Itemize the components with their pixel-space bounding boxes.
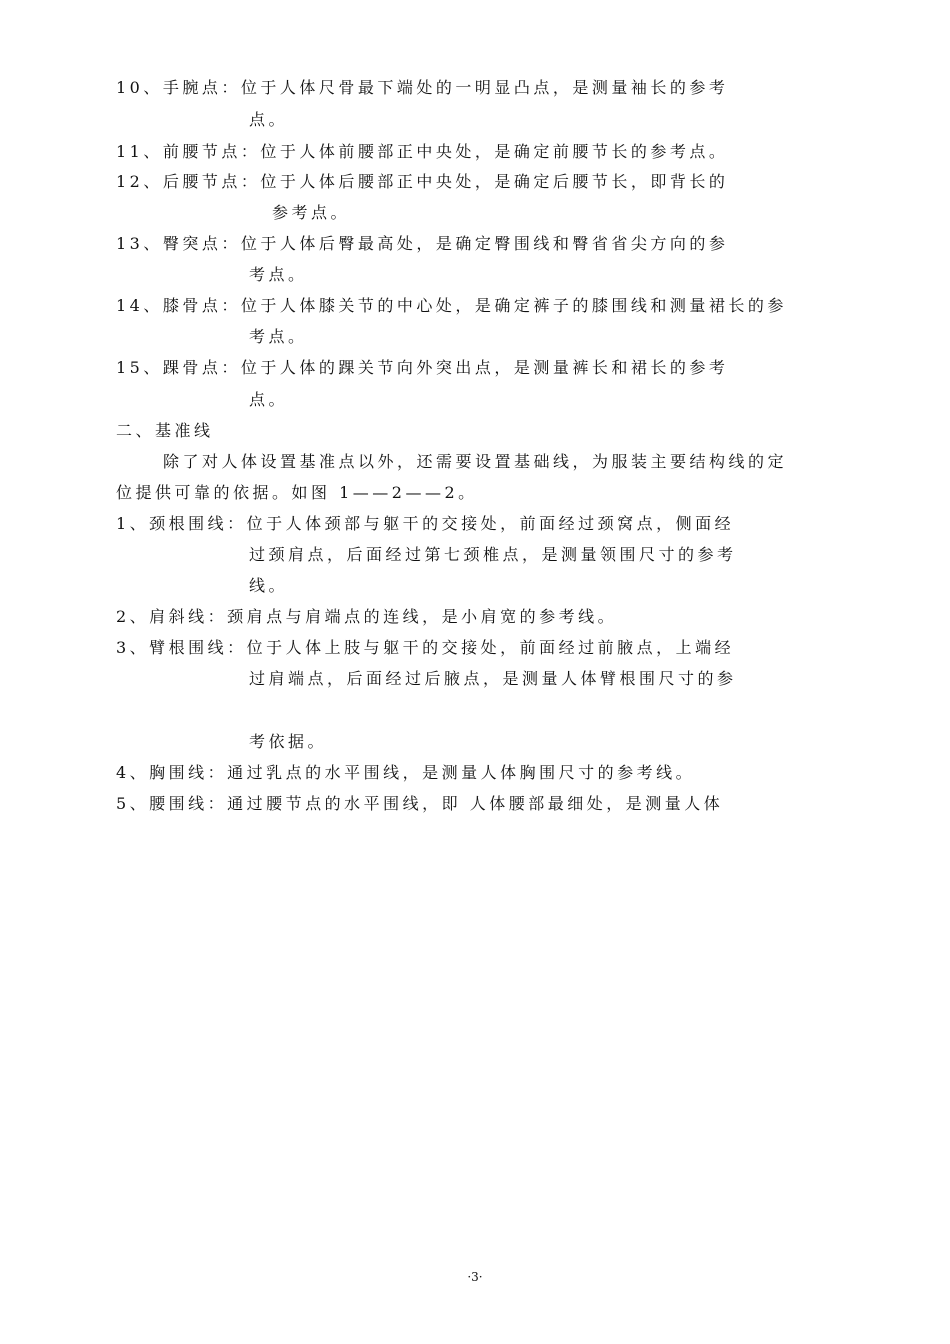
text-line: 1、颈根围线：位于人体颈部与躯干的交接处，前面经过颈窝点，侧面经	[116, 514, 735, 533]
section-heading: 二、基准线	[116, 421, 214, 440]
text-line: 考依据。	[249, 732, 328, 751]
text-line: 15、踝骨点：位于人体的踝关节向外突出点，是测量裤长和裙长的参考	[116, 358, 729, 377]
text-line: 13、臀突点：位于人体后臀最高处，是确定臀围线和臀省省尖方向的参	[116, 234, 729, 253]
text-line: 过颈肩点，后面经过第七颈椎点，是测量领围尺寸的参考	[249, 545, 737, 564]
paragraph-line: 除了对人体设置基准点以外，还需要设置基础线，为服装主要结构线的定	[163, 452, 788, 471]
text-line: 4、胸围线：通过乳点的水平围线，是测量人体胸围尺寸的参考线。	[116, 763, 696, 782]
text-line: 10、手腕点：位于人体尺骨最下端处的一明显凸点，是测量袖长的参考	[116, 78, 729, 97]
text-line: 2、肩斜线：颈肩点与肩端点的连线，是小肩宽的参考线。	[116, 607, 618, 626]
paragraph-line: 位提供可靠的依据。如图 1——2——2。	[116, 483, 478, 502]
page-number: ·3·	[467, 1270, 483, 1284]
text-line: 14、膝骨点：位于人体膝关节的中心处，是确定裤子的膝围线和测量裙长的参	[116, 296, 787, 315]
text-line: 考点。	[249, 327, 308, 346]
text-line: 点。	[249, 110, 289, 129]
text-line: 参考点。	[272, 203, 351, 222]
text-line: 考点。	[249, 265, 308, 284]
text-line: 12、后腰节点：位于人体后腰部正中央处，是确定后腰节长，即背长的	[116, 172, 729, 191]
text-line: 线。	[249, 576, 289, 595]
text-line: 5、腰围线：通过腰节点的水平围线，即 人体腰部最细处，是测量人体	[116, 794, 724, 813]
text-line: 过肩端点，后面经过后腋点，是测量人体臂根围尺寸的参	[249, 669, 737, 688]
text-line: 11、前腰节点：位于人体前腰部正中央处，是确定前腰节长的参考点。	[116, 142, 729, 161]
text-line: 点。	[249, 390, 289, 409]
text-line: 3、臂根围线：位于人体上肢与躯干的交接处，前面经过前腋点，上端经	[116, 638, 735, 657]
